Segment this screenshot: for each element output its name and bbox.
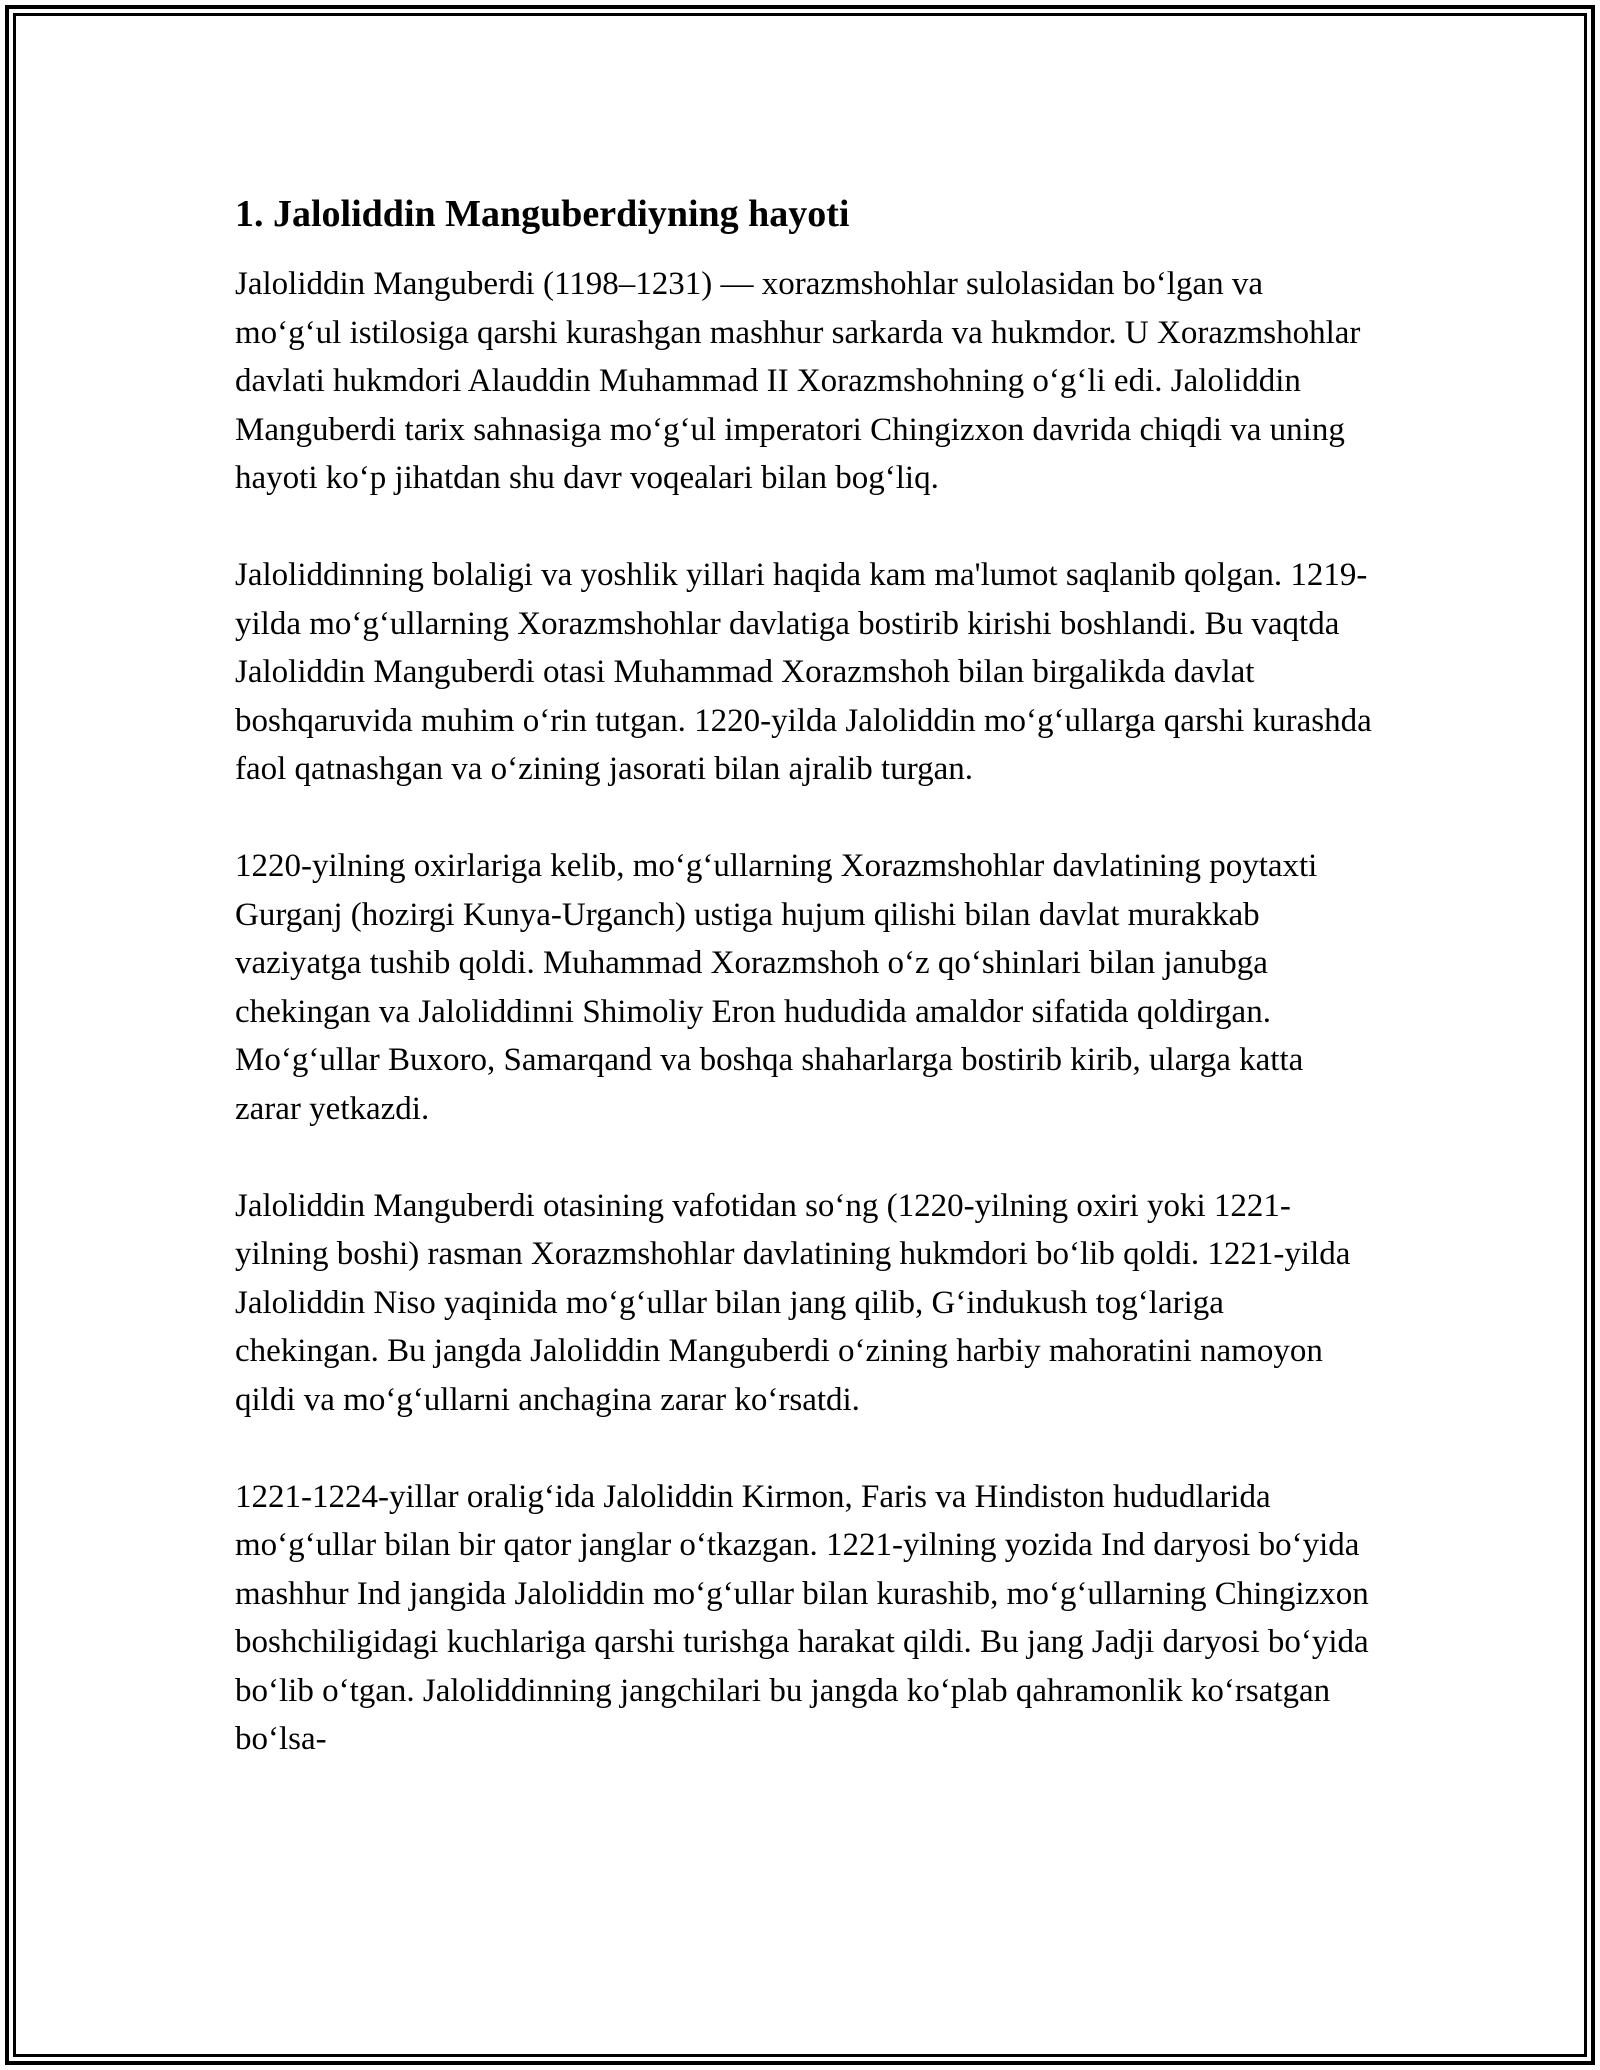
paragraph-2: Jaloliddinning bolaligi va yoshlik yillari haqida kam ma'lumot saqlanib qolgan. 1219-yilda moʻgʻullarning Xorazmshohlar davlatiga bostirib kirishi boshlandi. Bu vaqtda Jaloliddin Manguberdi otasi Muhammad Xorazmshoh bilan birgalikda davlat boshqaruvida muhim oʻrin tutgan. 1220-yilda Jaloliddin moʻgʻullarga qarshi kurashda faol qatnashgan va oʻzining jasorati bilan ajralib turgan. — [235, 557, 1372, 787]
paragraph-1: Jaloliddin Manguberdi (1198–1231) — xorazmshohlar sulolasidan boʻlgan va moʻgʻul istilosiga qarshi kurashgan mashhur sarkarda va hukmdor. U Xorazmshohlar davlati hukmdori Alauddin Muhammad II Xorazmshohning oʻgʻli edi. Jaloliddin Manguberdi tarix sahnasiga moʻgʻul imperatori Chingizxon davrida chiqdi va uning hayoti koʻp jihatdan shu davr voqealari bilan bogʻliq. — [235, 266, 1361, 496]
paragraph-5: 1221-1224-yillar oraligʻida Jaloliddin Kirmon, Faris va Hindiston hududlarida moʻgʻullar bilan bir qator janglar oʻtkazgan. 1221-yilning yozida Ind daryosi boʻyida mashhur Ind jangida Jaloliddin moʻgʻullar bilan kurashib, moʻgʻullarning Chingizxon boshchiligidagi kuchlariga qarshi turishga harakat qildi. Bu jang Jadji daryosi boʻyida boʻlib oʻtgan. Jaloliddinning jangchilari bu jangda koʻplab qahramonlik koʻrsatgan boʻlsa- — [235, 1478, 1369, 1757]
document-body — [235, 188, 1375, 1764]
paragraph-4: Jaloliddin Manguberdi otasining vafotidan soʻng (1220-yilning oxiri yoki 1221-yilning boshi) rasman Xorazmshohlar davlatining hukmdori boʻlib qoldi. 1221-yilda Jaloliddin Niso yaqinida moʻgʻullar bilan jang qilib, Gʻindukush togʻlariga chekingan. Bu jangda Jaloliddin Manguberdi oʻzining harbiy mahoratini namoyon qildi va moʻgʻullarni anchagina zarar koʻrsatdi. — [235, 1187, 1351, 1418]
page-title: 1. Jaloliddin Manguberdiyning hayoti — [235, 193, 850, 235]
paragraph-3: 1220-yilning oxirlariga kelib, moʻgʻullarning Xorazmshohlar davlatining poytaxti Gurganj (hozirgi Kunya-Urganch) ustiga hujum qilishi bilan davlat murakkab vaziyatga tushib qoldi. Muhammad Xorazmshoh oʻz qoʻshinlari bilan janubga chekingan va Jaloliddinni Shimoliy Eron hududida amaldor sifatida qoldirgan. Moʻgʻullar Buxoro, Samarqand va boshqa shaharlarga bostirib kirib, ularga katta zarar yetkazdi. — [235, 848, 1318, 1127]
